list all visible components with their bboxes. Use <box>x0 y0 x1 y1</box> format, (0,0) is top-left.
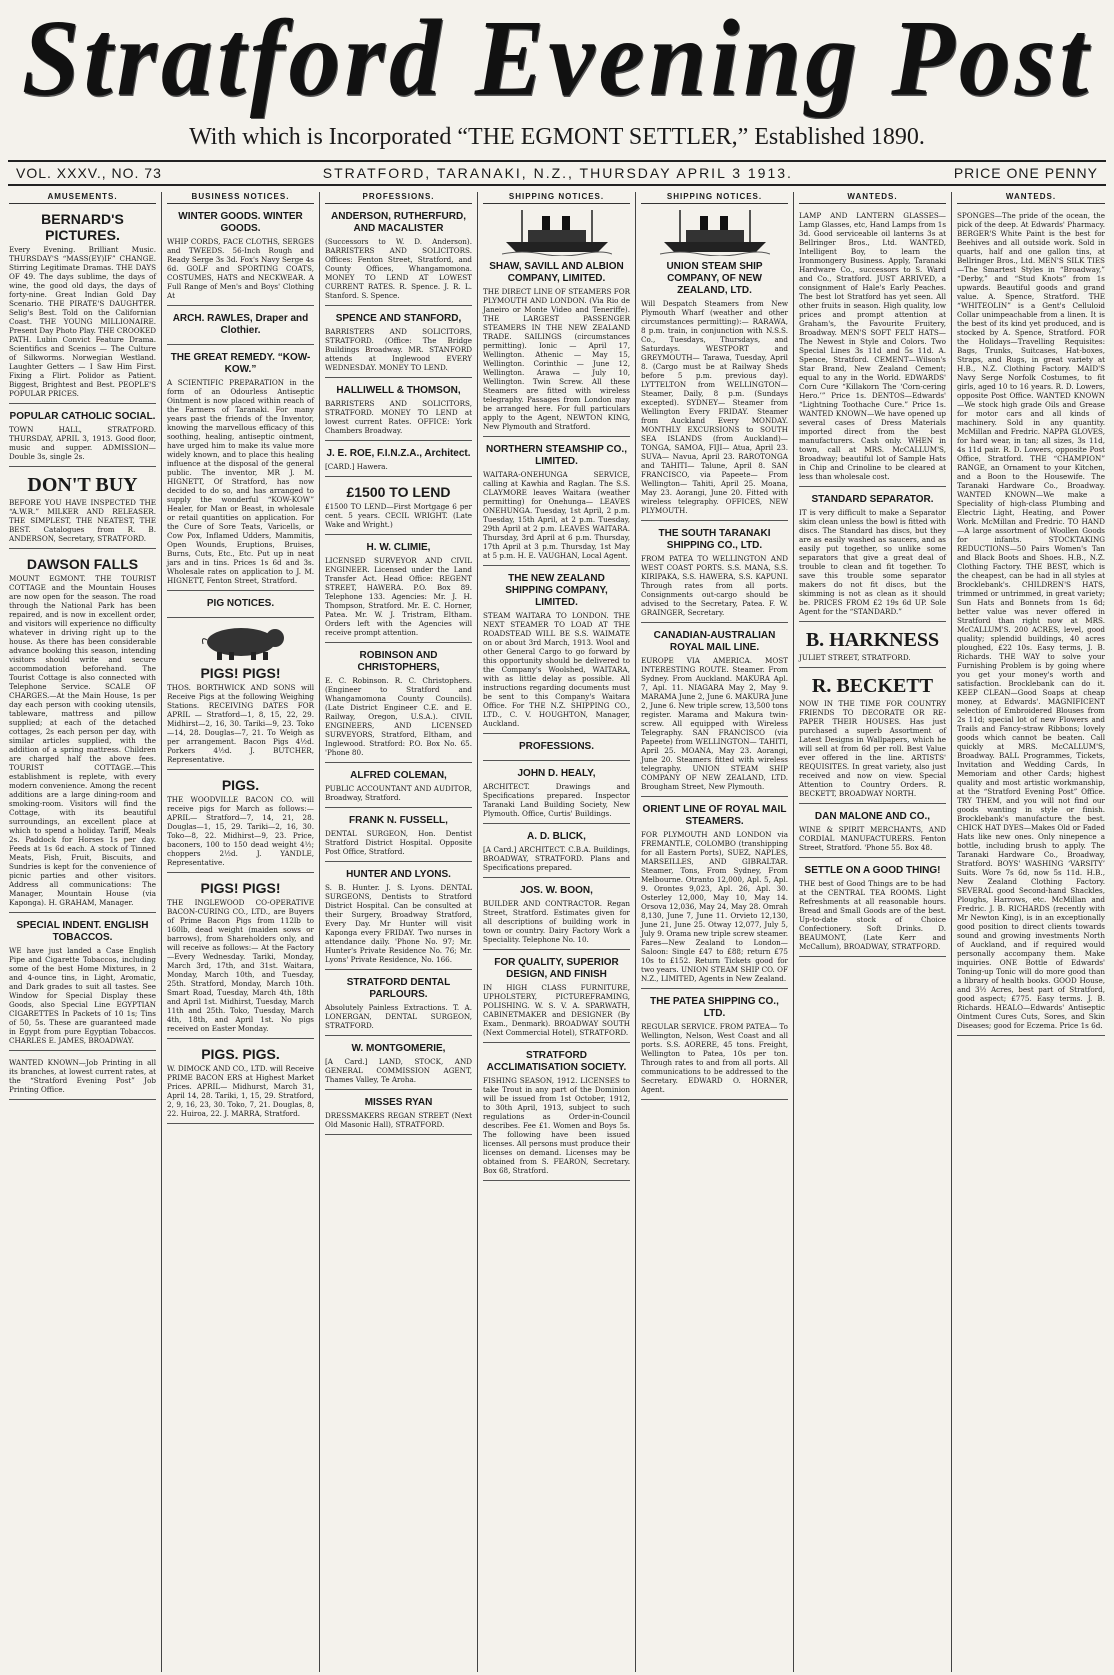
ad-body: IN HIGH CLASS FURNITURE, UPHOLSTERY, PICTUREFRAMING, POLISHING. W. S. V. A. SPARWATH, CABINETMAKER and DESIGNER (By Exam., Denmark). BROADWAY SOUTH (Next Commercial Hotel), STRATFORD. <box>483 983 630 1037</box>
ad-title: PIGS! PIGS! <box>200 665 281 681</box>
column-7 <box>952 192 1110 1672</box>
ad-body: W. DIMOCK AND CO., LTD. will Receive PRIME BACON ERS at Highest Market Prices. APRIL— Midhurst, March 31, April 14, 28. Tariki, 1, 15, 29. Stratford, 2, 9, 16, 23, 30. Toko, 7, 21. Douglas, 8, 22. Huiroa, 22. J. MARRA, Stratford. <box>167 1064 314 1118</box>
dateline-bar <box>8 160 1106 186</box>
advertisement <box>641 525 788 623</box>
ad-title: POPULAR CATHOLIC SOCIAL. <box>9 411 156 422</box>
ad-body: (Successors to W. D. Anderson). BARRISTERS AND SOLICITORS. Offices: Fenton Street, Stratford, and County Offices, Whangamomona. MONEY TO LEND AT LOWEST CURRENT RATES. R. Spence. J. R. L. Stanford. S. Spence. <box>325 237 472 300</box>
ad-body: THE best of Good Things are to be had at the CENTRAL TEA ROOMS. Light Refreshments at all reasonable hours. Bread and Small Goods are of the best. Up-to-date stock of Choice Confectionery. Soft Drinks. D. BEAUMONT, (Late Kerr and McCallum), BROADWAY, STRATFORD. <box>799 879 946 951</box>
ad-title: ARCH. RAWLES, Draper and Clothier. <box>172 313 309 336</box>
volume-number: VOL. XXXV., NO. 73 <box>16 165 162 181</box>
ad-title: W. MONTGOMERIE, <box>351 1043 446 1054</box>
ad-body: Every Evening. Brilliant Music. THURSDAY'S “MASS(EY)IF” CHANGE. Stirring Legitimate Dramas. THE DAYS OF 49. The days sublime, the days of wine, the good old days, the days of forty-nine. Great Indian Gold Day Scenario. THE PIRATE'S DAUGHTER. Selig's Best. Told on the Californian Coast. THE YOUNG MILLIONAIRE. Present Day Photo Play. THE CROOKED PATH. Lubin Convict Feature Drama. Scientifics and Scenics — The Culture of Silkworms. Norwegian Westland. Laughter Getters — I Saw Him First. Fixing a Flirt. Polidor as Patient. Biggest, Brightest and Best. PEOPLE'S POPULAR PRICES. <box>9 245 156 398</box>
advertisement <box>167 662 314 770</box>
ad-body: THE INGLEWOOD CO-OPERATIVE BACON-CURING CO., LTD., are Buyers of Prime Bacon Pigs from 112lb to 160lb, dead weight (maiden sows or barrows), from Shareholders only, and will receive as follows:— At the Factory—Every Wednesday. Tariki, Monday, March 3rd, 17th, and 31st. Waitara, Monday, March 10th, and Tuesday, 25th. Stratford, Monday, March 10th. Smart Road, Tuesday, March 4th, 18th and April 1st. Midhirst, Tuesday, March 11th and 25th. Toko, Tuesday, March 4th, 18th, and April 1st. No pigs received on Easter Monday. <box>167 898 314 1033</box>
advertisement <box>325 382 472 441</box>
ad-body: WE have just landed a Case English Pipe and Cigarette Tobaccos, including some of the best Home Mixtures, in 2 and 4-ounce tins, in Light, Aromatic, and Dark grades to suit all tastes. See Window for Special Display these Goods, also Special Line EGYPTIAN CIGARETTES In Packets of 10 1s; Tins of 50, 5s. These are guaranteed made in Egypt from pure Egyptian Tobaccos. CHARLES E. JAMES, BROADWAY. <box>9 946 156 1045</box>
column-4 <box>478 192 636 1672</box>
ad-title: SPENCE AND STANFORD, <box>335 313 462 324</box>
advertisement <box>483 828 630 878</box>
advertisement <box>483 765 630 824</box>
ad-body: FOR PLYMOUTH AND LONDON via FREMANTLE, COLOMBO (transhipping for all Eastern Ports), SUEZ, NAPLES, MARSEILLES, AND GIBRALTAR. Steamer, Tons, From Sydney, From Melbourne. Otranto 12,000, Apl. 5, Apl. 9. Orontes 9,023, Apl. 26, Apl. 30. Osterley 12,000, May 10, May 14. Orsova 12,036, May 24, May 28. Omrah 8,130, June 7, June 11. Orvieto 12,130, June 21, June 25. Otway 12,077, July 5, July 9. Orama new triple screw steamer. Fares—New Zealand to London—Saloon: Single £47 to £88; return £75 10s to £152. Return Tickets good for two years. UNION STEAM SHIP CO. OF N.Z., LIMITED, Agents in New Zealand. <box>641 830 788 983</box>
ad-title: SHAW, SAVILL AND ALBION COMPANY, LIMITED. <box>489 261 624 284</box>
ad-body: DRESSMAKERS REGAN STREET (Next Old Masonic Hall), STRATFORD. <box>325 1111 472 1129</box>
ad-title: STRATFORD ACCLIMATISATION SOCIETY. <box>486 1050 627 1073</box>
ad-title: PROFESSIONS. <box>518 741 594 752</box>
ad-title: A. D. BLICK, <box>527 831 586 842</box>
column-heading: WANTEDS. <box>957 192 1105 204</box>
ad-title: JOS. W. BOON, <box>520 885 593 896</box>
ad-title: £1500 TO LEND <box>346 484 451 500</box>
advertisement <box>483 738 630 761</box>
advertisement <box>799 491 946 622</box>
column-1 <box>4 192 162 1672</box>
steamship-icon <box>483 208 630 256</box>
ad-title: SETTLE ON A GOOD THING! <box>804 865 941 876</box>
ad-title: PIGS! PIGS! <box>200 880 281 896</box>
advertisement <box>325 866 472 970</box>
ad-body: DENTAL SURGEON, Hon. Dentist Stratford District Hospital. Opposite Post Office, Stratford. <box>325 829 472 856</box>
ad-body: WAITARA-ONEHUNGA SERVICE, calling at Kawhia and Raglan. The S.S. CLAYMORE leaves Waitara (weather permitting) for Onehunga— LEAVES ONEHUNGA. Tuesday, 1st April, 2 p.m. Tuesday, 15th April, at 2 p.m. Tuesday, 29th April at 2 p.m. LEAVES WAITARA. Thursday, 3rd April at 6 p.m. Thursday, 17th April at 3 p.m. Thursday, 1st May at 5 p.m. H. E. VAUGHAN, Local Agent. <box>483 470 630 560</box>
ad-title: FOR QUALITY, SUPERIOR DESIGN, AND FINISH <box>494 957 619 980</box>
ad-title: THE SOUTH TARANAKI SHIPPING CO., LTD. <box>658 528 771 551</box>
advertisement <box>9 471 156 549</box>
ad-body: BARRISTERS AND SOLICITORS, STRATFORD. MONEY TO LEND at lowest current Rates. OFFICE: York Chambers Broadway. <box>325 399 472 435</box>
ad-body: FISHING SEASON, 1912. LICENSES to take Trout in any part of the Dominion will be issued from 1st October, 1912, to 30th April, 1913, subject to such regulations as Order-in-Council describes. Fee £1. Women and Boys 5s. The following have been issued licenses. All persons must produce their licenses on demand. Licenses may be obtained from S. FEARON, Secretary. Box 68, Stratford. <box>483 1076 630 1175</box>
ad-title: STANDARD SEPARATOR. <box>811 494 934 505</box>
advertisement <box>9 917 156 1051</box>
advertisement <box>799 672 946 804</box>
advertisement <box>325 1040 472 1090</box>
advertisement <box>167 310 314 345</box>
steamship-icon <box>641 208 788 256</box>
masthead <box>0 0 1114 160</box>
ad-body: IT is very difficult to make a Separator skim clean unless the bowl is fitted with discs. The Standard has discs, but they are as easily washed as saucers, and as easily put together, so unlike some separators that give a great deal of trouble to clean and fit together. To save this trouble some separator makers do not fit discs, but the skimming is not as clean as it should be. PRICES FROM £2 19s 6d UP. Sole Agent for the “STANDARD.” <box>799 508 946 616</box>
advertisement <box>325 208 472 306</box>
ad-body: SPONGES—The pride of the ocean, the pick of the deep. At Edwards' Pharmacy. BERGER'S White Paint is the best for Beehives and all outside work. Sold in quarts, half and one gallon tins, at Bellringer Bros., Ltd. MEN'S SILK TIES—The Smartest Styles in “Broadway,” “Derby,” and “Stud Knots” from 1s upwards. Beautiful goods and grand value. A. Spence, Stratford. THE “WHITEOLIN” is a Gent's Celluloid Collar unimpeachable from a linen. It is the best of its kind yet produced, and is stocked by A. Spence, Stratford. FOR the Holidays—Travelling Requisites: Bags, Trunks, Suitcases, Hat-boxes, Straps, and Rugs, in great variety at H.B., N.Z. Clothing Factory. MAID'S Navy Serge Norfolk Costumes, to fit girls, aged 10 to 16 years. R. D. Lowers, opposite Post Office. WANTED KNOWN—We stock high grade Oils and Grease for motor cars and all kinds of machinery. Sold in any quantity. McMillan and Fredric. NAPPA GLOVES, for hard wear, in tan; all sizes, 3s 11d, 4s 11d pair. R. D. Lowers, opposite Post Office, Stratford. THE “CHAMPION” RANGE, an Ornament to your Kitchen, and a Boon to the Housewife. The Taranaki Hardware Co., Broadway. WANTED KNOWN—We make a Speciality of high-class Plumbing and Electric Light, Heating, and Power Work. McMillan and Fredric. TO HAND—A large assortment of Woollen Goods for infants. STOCKTAKING REDUCTIONS—50 Pairs Women's Tan and Black Boots and Shoes. H.B., N.Z. Clothing Factory. THE BEST, which is the cheapest, can be had in all styles at Brocklebank's. CHILDREN'S HATS, trimmed or untrimmed, in great variety; Sun Hats and Bonnets from 1s 6d; better value was never offered in Stratford than right now at MRS. McCALLUM'S. 200 ACRES, level, good quality; splendid buildings, 40 acres ploughed, £22 10s. Easy terms, J. B. Richards. THE WAY to solve your Furnishing Problem is by going where you get your money's worth and satisfaction. Brocklebank can do it. KEEP CLEAN—Good Soaps at cheap money, at Edwards'. MAGNIFICENT selection of Embroidered Blouses from 2s 11d; special lot of new Flowers and Trails and Fancy-straw Ribbons; lovely goods which cannot be beaten. Call quickly at MRS. McCALLUM'S, Broadway. BALL Programmes, Tickets, Invitation and Wedding Cards, In Memoriam and other Cards; highest quality and most artistic workmanship, at the “Stratford Evening Post” Office. TRY THEM, and you will not find our goods wanting in style or finish. Brocklebank's manufacture the best. CHICK HAT DYES—Makes Old or Faded Hats like new ones. Only ninepence a bottle, including brush to apply. The Taranaki Hardware Co., Broadway, Stratford. BOYS' WASHING ‘VARSITY’ Suits. Wore 7s 6d, now 5s 11d. H.B., New Zealand Clothing Factory. SEVERAL good Second-hand Shackles, Ploughs, Harrows, etc. McMillan and Fredric. J. B. RICHARDS (recently with Mr Newton King), is in an exceptionally good position to direct clients towards sound and growing investments North of Auckland, and if required would personally accompany them. Make inquiries. ONE Bottle of Edwards' Toning-up Tonic will do more good than a library of health books. GOOD House, and 3½ Acres, best part of Stratford, good aspect; £775. Easy terms. J. B. Richards. HEALO—Edwards' Antiseptic Ointment Cures Cuts, Sores, and Skin Diseases; good for Eczema. Price 1s 6d. <box>957 211 1105 1030</box>
advertisement <box>325 310 472 378</box>
ad-body: EUROPE VIA AMERICA. MOST INTERESTING ROUTE. Steamer. From Sydney. From Auckland. MAKURA Apl. 7, Apl. 11. NIAGARA May 2, May 9. MARAMA June 2, June 6. MAKURA June 2, June 6. New triple screw, 13,500 tons register. Marama and Makura twin-screw. All equipped with Wireless Telegraphy. SAN FRANCISCO (via Papeete) from WELLINGTON— TAHITI, April 25. MOANA, May 23. Aorangi, June 20. Steamers fitted with wireless telegraphy. UNION STEAM SHIP COMPANY OF NEW ZEALAND, LTD. Brougham Street, New Plymouth. <box>641 656 788 791</box>
ad-title: UNION STEAM SHIP COMPANY, OF NEW ZEALAND, LTD. <box>666 261 763 296</box>
advertisement <box>325 445 472 477</box>
advertisement <box>167 774 314 873</box>
ad-title: THE GREAT REMEDY. “KOW-KOW.” <box>170 352 311 375</box>
advertisement <box>483 258 630 437</box>
column-heading: BUSINESS NOTICES. <box>167 192 314 204</box>
advertisement <box>325 767 472 808</box>
ad-body: PUBLIC ACCOUNTANT AND AUDITOR, Broadway, Stratford. <box>325 784 472 802</box>
advertisement <box>9 1055 156 1100</box>
ad-body: A SCIENTIFIC PREPARATION in the form of an Odourless Antiseptic Ointment is now placed within reach of the Farmers of Taranaki. For many years past the friends of the Inventor, knowing the marvellous efficacy of this soothing, healing, antiseptic ointment, have urged him to make its value more widely known, and to place this healing influence at the disposal of the general public. The inventor, MR J. M. HIGNETT, Of Stratford, has now decided to do so, and has arranged to supply the wonderful “KOW-KOW” Healer, for Man or Beast, in wholesale or retail quantities on application. For the Cure of Sore Teats, Varicells, or Cow Pox, Inflamed Udders, Mammitis, Open Wounds, Eruptions, Bruises, Burns, Cuts, Etc., Etc. Put up in neat jars and in tins. Prices 1s 6d and 3s. Wholesale rates on application to J. M. HIGNETT, Fenton Street, Stratford. <box>167 378 314 585</box>
advertisement <box>167 208 314 306</box>
ad-title: THE NEW ZEALAND SHIPPING COMPANY, LIMITED. <box>505 573 608 608</box>
advertisement <box>325 1094 472 1135</box>
ad-body: Absolutely Painless Extractions. T. A. LONERGAN, DENTAL SURGEON, STRATFORD. <box>325 1003 472 1030</box>
ad-body: ARCHITECT. Drawings and Specifications prepared. Inspector Taranaki Land Building Society, New Plymouth. Office, Curtis' Buildings. <box>483 782 630 818</box>
advertisement <box>483 570 630 734</box>
advertisement <box>483 1047 630 1181</box>
newspaper-subtitle: With which is Incorporated “THE EGMONT SETTLER,” Established 1890. <box>189 124 925 150</box>
ad-title: DAN MALONE AND CO., <box>814 811 931 822</box>
ad-title: PIGS. PIGS. <box>201 1046 280 1062</box>
ad-title: R. BECKETT <box>811 675 934 697</box>
ad-body: Will Despatch Steamers from New Plymouth Wharf (weather and other circumstances permitting):— RARAWA, 8 p.m. train, in conjunction with N.S.S. Co., Tuesdays, Thursdays, and Saturdays. WESTPORT and GREYMOUTH— Tarawa, Tuesday, April 8. (Cargo must be at Railway Sheds before 5 p.m. previous day). LYTTELTON from WELLINGTON— Steamer, Daily, 8 p.m. (Sundays excepted). SYDNEY— Steamer from Wellington Every FRIDAY. Steamer from Auckland Every MONDAY. MONTHLY EXCURSIONS to SOUTH SEA ISLANDS (from Auckland)— TONGA, SAMOA, FIJI— Atua, April 23. SUVA— Navua, April 23. RAROTONGA and TAHITI— Talune, April 8. SAN FRANCISCO, via Papeete— From Wellington— Tahiti, April 25. Moana, May 23. Aorangi, June 20. Fitted with wireless telegraphy. OFFICES, NEW PLYMOUTH. <box>641 299 788 515</box>
ad-body: [CARD.] Hawera. <box>325 462 388 471</box>
ad-body: £1500 TO LEND—First Mortgage 6 per cent. 5 years. CECIL WRIGHT. (Late Wake and Wright.) <box>325 502 472 529</box>
ad-body: STEAM WAITARA TO LONDON. THE NEXT STEAMER TO LOAD AT THE ROADSTEAD WILL BE S.S. WAIMATE on or about 3rd March, 1913. Wool and other General Cargo to go forward by this opportunity should be delivered to the Company's Woolshed, WAITARA, with as little delay as possible. All instructions regarding documents must be sent to this Company's Waitara Office. For THE N.Z. SHIPPING CO., LTD., C. V. HOUGHTON, Manager, Auckland. <box>483 611 630 728</box>
ad-body: S. B. Hunter. J. S. Lyons. DENTAL SURGEONS, Dentists to Stratford District Hospital. Can be consulted at their Surgery, Broadway Stratford, Every Day. Mr Hunter will visit Kaponga every FRIDAY. Two nurses in attendance daily. 'Phone No. 97; Mr. Hunter's Private Residence No. 76; Mr. Lyons' Private Residence, No. 166. <box>325 883 472 964</box>
advertisement <box>167 595 314 618</box>
ad-title: PIG NOTICES. <box>206 598 275 609</box>
advertisement <box>799 208 946 487</box>
advertisement <box>641 993 788 1100</box>
ad-body: LICENSED SURVEYOR AND CIVIL ENGINEER. Licensed under the Land Transfer Act. Head Office: REGENT STREET, HAWERA. P.O. Box 89. Telephone 133. Agencies: Mr. J. H. Thompson, Stratford. Mr. E. C. Horner, Patea. Mr. W. J. Tristram, Eltham. Orders left with the Agencies will receive prompt attention. <box>325 556 472 637</box>
ad-title: MISSES RYAN <box>364 1097 433 1108</box>
ad-title: ORIENT LINE OF ROYAL MAIL STEAMERS. <box>642 804 787 827</box>
ad-body: MOUNT EGMONT. THE TOURIST COTTAGE and the Mountain Houses are now open for the season. The road through the National Park has been repaired, and is now in excellent order, and visitors will experience no difficulty whatever in driving right up to the house. As there has been considerable advance booking this season, intending visitors should write and secure accommodation beforehand. The Tourist Cottage is also connected with Telephone Service. SCALE OF CHARGES.—At the Main House, 1s per day each person with cooking utensils, tableware, mattress and pillow supplied; at each of the detached cottages, 2s each person per day, with similar articles supplied, with the addition of a spring mattress. Children are charged half the above fees. TOURIST COTTAGE.—This establishment is replete, with every modern convenience. Among the recent additions are a large dining-room and smoking-room. Visitors will find the Cottage, with its beautiful surroundings, an excellent place at which to spend a holiday. Tariff, Meals 2s. Paddock for Horses 1s per day. Feeds at 1s 6d each. A stock of Tinned Meats, Fish, Fruit, Biscuits, and Sundries is kept for the convenience of picnic parties and other visitors. Address all communications: The Manager, Mountain House (via Kaponga). H. GRAHAM, Manager. <box>9 574 156 907</box>
advertisement <box>957 208 1105 1036</box>
advertisement <box>799 626 946 668</box>
advertisement <box>9 553 156 913</box>
ad-title: J. E. ROE, F.I.N.Z.A., Architect. <box>326 448 471 459</box>
column-2 <box>162 192 320 1672</box>
advertisement <box>9 208 156 404</box>
ad-title: DAWSON FALLS <box>26 556 139 572</box>
ad-body: BUILDER AND CONTRACTOR. Regan Street, Stratford. Estimates given for all descriptions of building work in town or country. Dairy Factory Work a Speciality. Telephone No. 10. <box>483 899 630 944</box>
advertisement <box>641 258 788 521</box>
ad-body: WANTED KNOWN—Job Printing in all its branches, at lowest current rates, at the “Stratford Evening Post” Job Printing Office. <box>9 1058 156 1094</box>
column-heading: SHIPPING NOTICES. <box>641 192 788 204</box>
ad-body: [A Card.] ARCHITECT. C.B.A. Buildings, BROADWAY, STRATFORD. Plans and Specifications prepared. <box>483 845 630 872</box>
advertisement <box>167 877 314 1039</box>
advertisement <box>641 801 788 989</box>
advertisement <box>799 808 946 858</box>
advertisement <box>483 441 630 566</box>
ad-body: WINE & SPIRIT MERCHANTS, AND CORDIAL MANUFACTURERS. Fenton Street, Stratford. 'Phone 55. Box 48. <box>799 825 946 852</box>
ad-title: B. HARKNESS <box>805 629 940 651</box>
ad-body: WHIP CORDS, FACE CLOTHS, SERGES and TWEEDS. 56-Inch Rough and Ready Serge 3s 3d. Fox's Navy Serge 4s 6d. GOLF and SPORTING COATS, COSTUMES, HATS and NECKWEAR. A Full Range of Men's and Boys' Clothing At <box>167 237 314 300</box>
ad-title: DON'T BUY <box>27 474 138 496</box>
ad-title: ROBINSON AND CHRISTOPHERS, <box>357 650 440 673</box>
ad-body: TOWN HALL, STRATFORD. THURSDAY, APRIL 3, 1913. Good floor, music and supper. ADMISSION—Double 3s, single 2s. <box>9 425 156 461</box>
advertisement <box>325 539 472 643</box>
advertisement <box>799 862 946 957</box>
column-3 <box>320 192 478 1672</box>
ad-body: THE WOODVILLE BACON CO. will receive pigs for March as follows:— APRIL— Stratford—7, 14, 21, 28. Douglas—1, 15, 29. Tariki—2, 16, 30. Toko—8, 22. Midhirst—9, 23. Price, baconers, 100 to 150 dead weight 4½; choppers 2½d. J. YANDLE, Representative. <box>167 795 314 867</box>
ad-title: SPECIAL INDENT. ENGLISH TOBACCOS. <box>16 920 149 943</box>
column-heading: AMUSEMENTS. <box>9 192 156 204</box>
advertisement <box>325 812 472 862</box>
ad-body: BARRISTERS AND SOLICITORS, STRATFORD. (Office: The Bridge Buildings Broadway. MR. STANFORD attends at Inglewood EVERY WEDNESDAY. MONEY TO LEND. <box>325 327 472 372</box>
advertisement <box>167 1043 314 1124</box>
place-and-date: STRATFORD, TARANAKI, N.Z., THURSDAY APRIL 3 1913. <box>322 165 793 181</box>
pig-icon <box>167 622 314 662</box>
ad-title: THE PATEA SHIPPING CO., LTD. <box>650 996 779 1019</box>
advertisement <box>483 882 630 950</box>
ad-title: HUNTER AND LYONS. <box>346 869 451 880</box>
ad-title: PIGS. <box>221 777 260 793</box>
advertisement <box>325 647 472 763</box>
column-heading: WANTEDS. <box>799 192 946 204</box>
ad-title: BERNARD'S PICTURES. <box>41 211 124 243</box>
columns-area <box>4 192 1110 1672</box>
ad-title: HALLIWELL & THOMSON, <box>336 385 461 396</box>
ad-body: FROM PATEA TO WELLINGTON AND WEST COAST PORTS. S.S. MANA, S.S. KIRIPAKA, S.S. HAWERA, S.S. KAPUNI. Through rates from all ports. Consignments out-cargo should be advised to the Secretary, Patea. F. W. GRAINGER, Secretary. <box>641 554 788 617</box>
ad-title: WINTER GOODS. WINTER GOODS. <box>178 211 303 234</box>
ad-body: LAMP AND LANTERN GLASSES—Lamp Glasses, etc, Hand Lamps from 1s 3d. Good serviceable oil lanterns 3s at Bellringer Bros., Ltd. WANTED, Intelligent Boy, to learn the Ironmongery Business. Apply, Taranaki Hardware Co., successors to S. Ward and Co., Stratford. JUST ARRIVED, a consignment of Hale's Early Peaches. The best lot Stratford has yet seen. All other fruits in season. High quality, low prices and prompt attention at Graham's, the Favourite Fruitery, Broadway. MEN'S SOFT FELT HATS—The Newest in Style and Colors. Two Special Lines 3s 11d and 5s 11d. A. Spence, Stratford. CEMENT—Wilson's Star Brand, New Zealand Cement; equal to any in the World. EDWARDS' Corn Cure “Killakorn The ‘Corn-cering Hero.’” Price 1s. DENTOS—Edwards' “Lightning Toothache Cure.” Price 1s. WANTED KNOWN—We have opened up several cases of Dress Materials imported direct from the best manufacturers. Cash only. WHEN in town, call at MRS. McCALLUM'S, Broadway; beautiful lot of Sample Hats in Chip and Crinoline to be cleared at less than wholesale cost. <box>799 211 947 481</box>
ad-title: H. W. CLIMIE, <box>366 542 431 553</box>
ad-title: STRATFORD DENTAL PARLOURS. <box>346 977 451 1000</box>
advertisement <box>9 408 156 467</box>
advertisement <box>641 627 788 797</box>
advertisement <box>325 481 472 535</box>
column-6 <box>794 192 952 1672</box>
ad-body: NOW IN THE TIME FOR COUNTRY FRIENDS TO DECORATE OR RE-PAPER THEIR HOUSES. Has just purchased a superb Assortment of Latest Designs in Wallpapers, which he will sell at from 6d per roll. Best Value ever offered in the line. ARTISTS' REQUISITES. In great variety, also just received and now on view. Special Attention to Country Orders. R. BECKETT, BROADWAY NORTH. <box>799 699 946 798</box>
column-heading: PROFESSIONS. <box>325 192 472 204</box>
ad-title: NORTHERN STEAMSHIP CO., LIMITED. <box>486 444 627 467</box>
column-heading: SHIPPING NOTICES. <box>483 192 630 204</box>
ad-title: JOHN D. HEALY, <box>517 768 596 779</box>
column-5 <box>636 192 794 1672</box>
ad-body: [A Card.] LAND, STOCK, AND GENERAL COMMISSION AGENT, Thames Valley, Te Aroha. <box>325 1057 472 1084</box>
ad-body: THE DIRECT LINE OF STEAMERS FOR PLYMOUTH AND LONDON. (Via Rio de Janeiro or Monte Video and Teneriffe). THE LARGEST PASSENGER STEAMERS IN THE NEW ZEALAND TRADE. SAILINGS (circumstances permitting). Ionic — April 17, Wellington. Athenic — May 15, Wellington. Corinthic — June 12, Wellington. Arawa — July 10, Wellington. Twin Screw. All these Steamers are fitted with wireless telegraphy. Passages from London may be arranged here. For full particulars apply to the Agent, NEWTON KING, New Plymouth and Stratford. <box>483 287 630 431</box>
ad-title: ALFRED COLEMAN, <box>350 770 447 781</box>
ad-body: E. C. Robinson. R. C. Christophers. (Engineer to Stratford and Whangamomona County Councils). (Late District Engineer C.E. and E. Railway, Oregon, U.S.A.). CIVIL ENGINEERS, AND LICENSED SURVEYORS, Stratford, Eltham, and Inglewood. Stratford: P.O. Box No. 65. 'Phone 80. <box>325 676 472 757</box>
ad-title: CANADIAN-AUSTRALIAN ROYAL MAIL LINE. <box>653 630 776 653</box>
ad-title: FRANK N. FUSSELL, <box>349 815 448 826</box>
advertisement <box>325 974 472 1036</box>
newspaper-title: Stratford Evening Post <box>21 0 1093 119</box>
ad-title: ANDERSON, RUTHERFURD, AND MACALISTER <box>331 211 466 234</box>
price: PRICE ONE PENNY <box>953 165 1098 181</box>
advertisement <box>167 349 314 591</box>
ad-body: THOS. BORTHWICK AND SONS will Receive Pigs at the following Weighing Stations. RECEIVING DATES FOR APRIL — Stratford—1, 8, 15, 22, 29. Midhirst—2, 16, 30. Tariki—9, 23. Toko—14, 28. Douglas—7, 21. To Weigh as per arrangement. Bacon Pigs 4½d. Porkers 4½d. J. BUTCHER, Representative. <box>167 683 314 764</box>
ad-body: REGULAR SERVICE. FROM PATEA— To Wellington, Nelson, West Coast and all ports. S.S. AORERE, 45 tons. Freight, Wellington to Patea, 10s per ton. Through rates to and from all ports. All communications to be addressed to the Secretary. EDWARD O. HORNER, Agent. <box>641 1022 788 1094</box>
advertisement <box>483 954 630 1043</box>
ad-body: BEFORE YOU HAVE INSPECTED THE “A.W.R.” MILKER AND RELEASER. THE SIMPLEST, THE NEATEST, THE BEST. Catalogues from R. B. ANDERSON, Secretary, STRATFORD. <box>9 498 156 543</box>
ad-body: JULIET STREET, STRATFORD. <box>799 653 911 662</box>
